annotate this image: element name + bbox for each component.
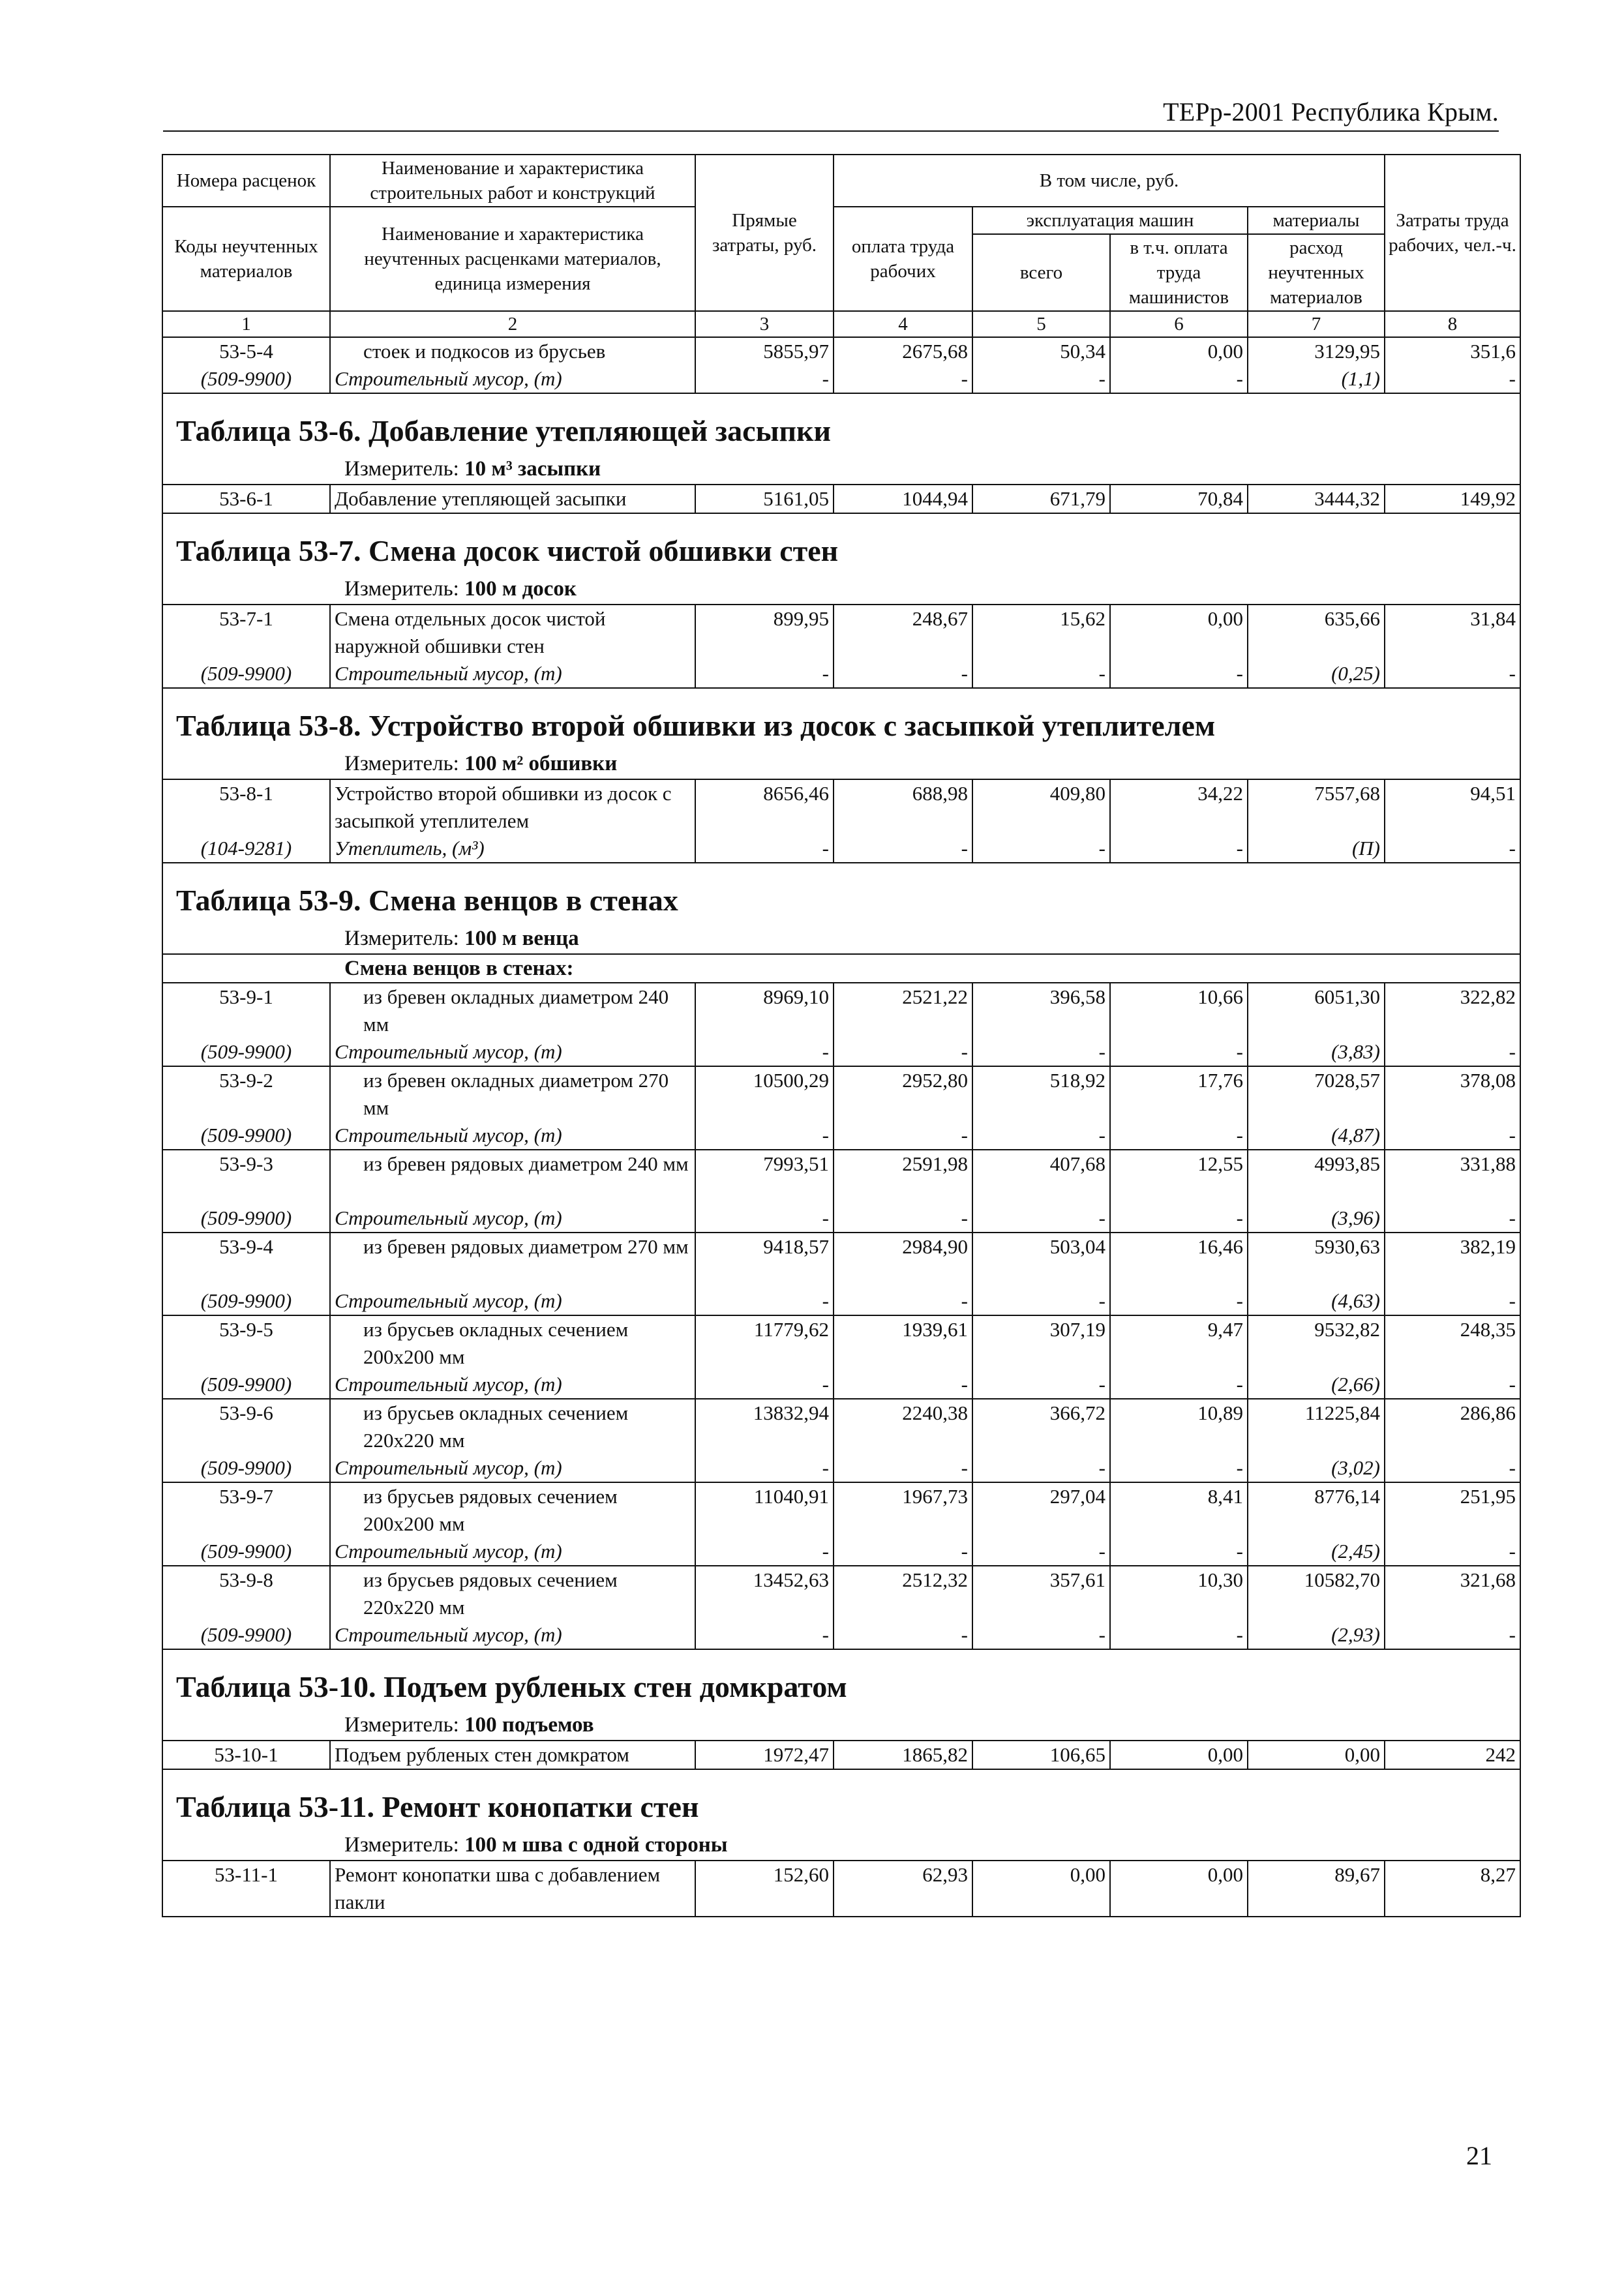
subheader-label: Смена венцов в стенах: xyxy=(162,954,1520,983)
machines-pay-value: 10,89 xyxy=(1110,1399,1248,1454)
dash-cell: - xyxy=(695,1538,834,1566)
machines-pay-value: 0,00 xyxy=(1110,337,1248,365)
material-name: Строительный мусор, (т) xyxy=(330,1204,695,1233)
table-title-row xyxy=(162,863,1520,923)
dash-cell: - xyxy=(834,1538,972,1566)
rate-row xyxy=(162,1315,1520,1371)
measure-row xyxy=(162,1710,1520,1741)
machines-total-value: 297,04 xyxy=(972,1482,1110,1538)
dash-cell: - xyxy=(834,1287,972,1315)
table-title-row xyxy=(162,1769,1520,1830)
machines-pay-value: 16,46 xyxy=(1110,1233,1248,1287)
rate-row xyxy=(162,1150,1520,1204)
direct-costs-value: 11779,62 xyxy=(695,1315,834,1371)
machines-total-value: 518,92 xyxy=(972,1066,1110,1122)
rate-name: из брусьев окладных сечением 220х220 мм xyxy=(330,1399,695,1454)
dash-cell: - xyxy=(1110,1454,1248,1482)
material-name: Строительный мусор, (т) xyxy=(330,1454,695,1482)
material-name: Строительный мусор, (т) xyxy=(330,1621,695,1649)
measure-label: Измеритель: xyxy=(344,1833,459,1857)
col-number: 8 xyxy=(1385,311,1520,337)
material-row xyxy=(162,365,1520,393)
col-number: 5 xyxy=(972,311,1110,337)
dash-cell: - xyxy=(1385,660,1520,688)
col-machines-header: эксплуатация машин xyxy=(972,207,1248,234)
material-code: (509-9900) xyxy=(162,1122,330,1150)
labor-hours-value: 149,92 xyxy=(1385,485,1520,513)
labor-hours-value: 378,08 xyxy=(1385,1066,1520,1122)
material-code: (509-9900) xyxy=(162,1538,330,1566)
dash-cell: - xyxy=(1110,1122,1248,1150)
rate-code: 53-9-7 xyxy=(162,1482,330,1538)
material-code: (509-9900) xyxy=(162,365,330,393)
direct-costs-value: 9418,57 xyxy=(695,1233,834,1287)
measure-row xyxy=(162,1830,1520,1861)
dash-cell: - xyxy=(695,1122,834,1150)
material-name: Строительный мусор, (т) xyxy=(330,1538,695,1566)
machines-pay-value: 9,47 xyxy=(1110,1315,1248,1371)
direct-costs-value: 1972,47 xyxy=(695,1741,834,1769)
table-title: Таблица 53-10. Подъем рубленых стен домкратом xyxy=(162,1649,1520,1710)
measure-value: 100 подъемов xyxy=(464,1713,594,1737)
dash-cell: - xyxy=(1110,1621,1248,1649)
dash-cell: - xyxy=(972,660,1110,688)
measure-cell xyxy=(162,574,1520,605)
rate-row xyxy=(162,983,1520,1038)
materials-cost-value: 3129,95 xyxy=(1248,337,1385,365)
measure-row xyxy=(162,454,1520,485)
dash-cell: - xyxy=(1110,660,1248,688)
machines-total-value: 15,62 xyxy=(972,605,1110,660)
direct-costs-value: 5161,05 xyxy=(695,485,834,513)
dash-cell: - xyxy=(1110,365,1248,393)
materials-cost-value: 11225,84 xyxy=(1248,1399,1385,1454)
rate-row xyxy=(162,1066,1520,1122)
dash-cell: - xyxy=(1110,835,1248,863)
direct-costs-value: 152,60 xyxy=(695,1861,834,1917)
material-row xyxy=(162,835,1520,863)
machines-pay-value: 0,00 xyxy=(1110,1861,1248,1917)
col-number: 6 xyxy=(1110,311,1248,337)
rates-sheet xyxy=(162,154,1520,1917)
dash-cell: - xyxy=(972,1371,1110,1399)
col-number: 1 xyxy=(162,311,330,337)
rate-code: 53-9-2 xyxy=(162,1066,330,1122)
dash-cell: - xyxy=(834,365,972,393)
col-materials-header: материалы xyxy=(1248,207,1385,234)
rate-code: 53-9-6 xyxy=(162,1399,330,1454)
measure-cell xyxy=(162,923,1520,954)
material-amount: (2,93) xyxy=(1248,1621,1385,1649)
material-row xyxy=(162,660,1520,688)
measure-label: Измеритель: xyxy=(344,927,459,950)
dash-cell: - xyxy=(1385,1122,1520,1150)
dash-cell: - xyxy=(695,1621,834,1649)
materials-cost-value: 0,00 xyxy=(1248,1741,1385,1769)
labor-pay-value: 248,67 xyxy=(834,605,972,660)
material-row xyxy=(162,1038,1520,1066)
col-number: 4 xyxy=(834,311,972,337)
labor-hours-value: 251,95 xyxy=(1385,1482,1520,1538)
materials-cost-value: 6051,30 xyxy=(1248,983,1385,1038)
direct-costs-value: 8969,10 xyxy=(695,983,834,1038)
material-row xyxy=(162,1287,1520,1315)
material-amount: (4,63) xyxy=(1248,1287,1385,1315)
dash-cell: - xyxy=(695,1038,834,1066)
machines-pay-value: 34,22 xyxy=(1110,779,1248,835)
machines-pay-value: 10,30 xyxy=(1110,1566,1248,1621)
direct-costs-value: 13832,94 xyxy=(695,1399,834,1454)
labor-pay-value: 2591,98 xyxy=(834,1150,972,1204)
rate-name: Подъем рубленых стен домкратом xyxy=(330,1741,695,1769)
rate-row xyxy=(162,605,1520,660)
dash-cell: - xyxy=(972,1538,1110,1566)
dash-cell: - xyxy=(834,1038,972,1066)
measure-label: Измеритель: xyxy=(344,1713,459,1737)
labor-pay-value: 2240,38 xyxy=(834,1399,972,1454)
material-amount: (2,45) xyxy=(1248,1538,1385,1566)
labor-hours-value: 94,51 xyxy=(1385,779,1520,835)
dash-cell: - xyxy=(1110,1287,1248,1315)
materials-cost-value: 3444,32 xyxy=(1248,485,1385,513)
dash-cell: - xyxy=(695,1287,834,1315)
col-materials-sub-header: расход неучтенных материалов xyxy=(1248,234,1385,311)
direct-costs-value: 7993,51 xyxy=(695,1150,834,1204)
measure-row xyxy=(162,749,1520,779)
materials-cost-value: 8776,14 xyxy=(1248,1482,1385,1538)
labor-pay-value: 1865,82 xyxy=(834,1741,972,1769)
material-amount: (3,83) xyxy=(1248,1038,1385,1066)
rate-row xyxy=(162,779,1520,835)
labor-hours-value: 331,88 xyxy=(1385,1150,1520,1204)
rate-code: 53-9-3 xyxy=(162,1150,330,1204)
machines-total-value: 671,79 xyxy=(972,485,1110,513)
machines-total-value: 50,34 xyxy=(972,337,1110,365)
direct-costs-value: 13452,63 xyxy=(695,1566,834,1621)
col-material-name-header: Наименование и характеристика неучтенных расценками материалов, единица измерения xyxy=(330,207,695,311)
col-number: 2 xyxy=(330,311,695,337)
machines-total-value: 407,68 xyxy=(972,1150,1110,1204)
dash-cell: - xyxy=(1385,1454,1520,1482)
rate-row xyxy=(162,485,1520,513)
rate-row xyxy=(162,1566,1520,1621)
dash-cell: - xyxy=(972,1204,1110,1233)
material-amount: (0,25) xyxy=(1248,660,1385,688)
direct-costs-value: 5855,97 xyxy=(695,337,834,365)
material-code: (509-9900) xyxy=(162,1454,330,1482)
dash-cell: - xyxy=(972,1454,1110,1482)
col-material-codes-header: Коды неучтенных материалов xyxy=(162,207,330,311)
col-labor-costs-header: Затраты труда рабочих, чел.-ч. xyxy=(1385,155,1520,311)
material-code: (509-9900) xyxy=(162,1038,330,1066)
direct-costs-value: 899,95 xyxy=(695,605,834,660)
dash-cell: - xyxy=(834,1621,972,1649)
materials-cost-value: 5930,63 xyxy=(1248,1233,1385,1287)
labor-pay-value: 1967,73 xyxy=(834,1482,972,1538)
material-code: (104-9281) xyxy=(162,835,330,863)
dash-cell: - xyxy=(972,1287,1110,1315)
col-number: 7 xyxy=(1248,311,1385,337)
machines-total-value: 396,58 xyxy=(972,983,1110,1038)
col-including-header: В том числе, руб. xyxy=(834,155,1385,207)
labor-hours-value: 248,35 xyxy=(1385,1315,1520,1371)
dash-cell: - xyxy=(1110,1038,1248,1066)
dash-cell: - xyxy=(834,835,972,863)
labor-pay-value: 2952,80 xyxy=(834,1066,972,1122)
materials-cost-value: 7557,68 xyxy=(1248,779,1385,835)
materials-cost-value: 89,67 xyxy=(1248,1861,1385,1917)
material-row xyxy=(162,1621,1520,1649)
direct-costs-value: 8656,46 xyxy=(695,779,834,835)
header-row-1 xyxy=(162,155,1520,207)
labor-pay-value: 2675,68 xyxy=(834,337,972,365)
rate-code: 53-9-1 xyxy=(162,983,330,1038)
table-title-row xyxy=(162,513,1520,574)
material-row xyxy=(162,1371,1520,1399)
rate-row xyxy=(162,1482,1520,1538)
labor-pay-value: 1044,94 xyxy=(834,485,972,513)
material-row xyxy=(162,1454,1520,1482)
material-code: (509-9900) xyxy=(162,1621,330,1649)
rate-row xyxy=(162,1399,1520,1454)
dash-cell: - xyxy=(972,1122,1110,1150)
rate-row xyxy=(162,1861,1520,1917)
col-work-name-header: Наименование и характеристика строительных работ и конструкций xyxy=(330,155,695,207)
dash-cell: - xyxy=(834,1122,972,1150)
material-name: Строительный мусор, (т) xyxy=(330,1038,695,1066)
dash-cell: - xyxy=(695,1454,834,1482)
materials-cost-value: 10582,70 xyxy=(1248,1566,1385,1621)
labor-hours-value: 8,27 xyxy=(1385,1861,1520,1917)
col-machines-pay-header: в т.ч. оплата труда машинистов xyxy=(1110,234,1248,311)
machines-pay-value: 12,55 xyxy=(1110,1150,1248,1204)
material-code: (509-9900) xyxy=(162,660,330,688)
machines-pay-value: 17,76 xyxy=(1110,1066,1248,1122)
material-amount: (П) xyxy=(1248,835,1385,863)
machines-pay-value: 0,00 xyxy=(1110,605,1248,660)
dash-cell: - xyxy=(1110,1371,1248,1399)
rates-table xyxy=(162,154,1521,1917)
rate-code: 53-8-1 xyxy=(162,779,330,835)
labor-hours-value: 382,19 xyxy=(1385,1233,1520,1287)
dash-cell: - xyxy=(695,1371,834,1399)
measure-value: 100 м шва с одной стороны xyxy=(464,1833,728,1857)
labor-pay-value: 2512,32 xyxy=(834,1566,972,1621)
labor-hours-value: 31,84 xyxy=(1385,605,1520,660)
labor-hours-value: 322,82 xyxy=(1385,983,1520,1038)
material-code: (509-9900) xyxy=(162,1287,330,1315)
measure-cell xyxy=(162,454,1520,485)
dash-cell: - xyxy=(695,365,834,393)
col-number: 3 xyxy=(695,311,834,337)
material-amount: (1,1) xyxy=(1248,365,1385,393)
dash-cell: - xyxy=(972,1621,1110,1649)
material-name: Строительный мусор, (т) xyxy=(330,365,695,393)
labor-hours-value: 321,68 xyxy=(1385,1566,1520,1621)
material-amount: (3,96) xyxy=(1248,1204,1385,1233)
material-row xyxy=(162,1204,1520,1233)
rate-code: 53-9-4 xyxy=(162,1233,330,1287)
dash-cell: - xyxy=(695,660,834,688)
machines-pay-value: 0,00 xyxy=(1110,1741,1248,1769)
table-title-row xyxy=(162,688,1520,749)
measure-value: 100 м венца xyxy=(464,927,579,950)
header-row-2 xyxy=(162,207,1520,234)
labor-hours-value: 286,86 xyxy=(1385,1399,1520,1454)
rate-row xyxy=(162,1741,1520,1769)
column-numbers-row xyxy=(162,311,1520,337)
measure-label: Измеритель: xyxy=(344,577,459,601)
rate-code: 53-9-8 xyxy=(162,1566,330,1621)
dash-cell: - xyxy=(834,660,972,688)
machines-total-value: 0,00 xyxy=(972,1861,1110,1917)
rate-row xyxy=(162,1233,1520,1287)
col-rate-numbers-header: Номера расценок xyxy=(162,155,330,207)
machines-total-value: 357,61 xyxy=(972,1566,1110,1621)
dash-cell: - xyxy=(1385,1038,1520,1066)
labor-pay-value: 688,98 xyxy=(834,779,972,835)
table-title: Таблица 53-8. Устройство второй обшивки из досок с засыпкой утеплителем xyxy=(162,688,1520,749)
direct-costs-value: 11040,91 xyxy=(695,1482,834,1538)
material-name: Строительный мусор, (т) xyxy=(330,1122,695,1150)
measure-row xyxy=(162,923,1520,954)
machines-total-value: 503,04 xyxy=(972,1233,1110,1287)
rate-code: 53-6-1 xyxy=(162,485,330,513)
material-amount: (4,87) xyxy=(1248,1122,1385,1150)
table-title: Таблица 53-6. Добавление утепляющей засыпки xyxy=(162,393,1520,454)
material-name: Строительный мусор, (т) xyxy=(330,1371,695,1399)
measure-cell xyxy=(162,749,1520,779)
material-name: Строительный мусор, (т) xyxy=(330,660,695,688)
header-rule xyxy=(163,130,1499,132)
machines-total-value: 307,19 xyxy=(972,1315,1110,1371)
dash-cell: - xyxy=(1385,1287,1520,1315)
rate-name: из бревен рядовых диаметром 270 мм xyxy=(330,1233,695,1287)
machines-pay-value: 10,66 xyxy=(1110,983,1248,1038)
measure-value: 100 м досок xyxy=(464,577,577,601)
rate-name: из брусьев окладных сечением 200х200 мм xyxy=(330,1315,695,1371)
measure-label: Измеритель: xyxy=(344,457,459,481)
dash-cell: - xyxy=(1385,365,1520,393)
measure-label: Измеритель: xyxy=(344,752,459,775)
rate-row xyxy=(162,337,1520,365)
col-direct-costs-header: Прямые затраты, руб. xyxy=(695,155,834,311)
rate-name: Смена отдельных досок чистой наружной обшивки стен xyxy=(330,605,695,660)
page-number: 21 xyxy=(1466,2141,1492,2170)
direct-costs-value: 10500,29 xyxy=(695,1066,834,1122)
labor-hours-value: 351,6 xyxy=(1385,337,1520,365)
labor-pay-value: 2984,90 xyxy=(834,1233,972,1287)
labor-pay-value: 2521,22 xyxy=(834,983,972,1038)
dash-cell: - xyxy=(1110,1204,1248,1233)
rate-name: из брусьев рядовых сечением 200х200 мм xyxy=(330,1482,695,1538)
material-amount: (3,02) xyxy=(1248,1454,1385,1482)
materials-cost-value: 7028,57 xyxy=(1248,1066,1385,1122)
machines-total-value: 106,65 xyxy=(972,1741,1110,1769)
material-code: (509-9900) xyxy=(162,1371,330,1399)
measure-value: 100 м² обшивки xyxy=(464,752,618,775)
machines-total-value: 409,80 xyxy=(972,779,1110,835)
dash-cell: - xyxy=(1110,1538,1248,1566)
labor-hours-value: 242 xyxy=(1385,1741,1520,1769)
rate-name: из бревен окладных диаметром 240 мм xyxy=(330,983,695,1038)
subheader-row xyxy=(162,954,1520,983)
material-amount: (2,66) xyxy=(1248,1371,1385,1399)
page-header-title: ТЕРр-2001 Республика Крым. xyxy=(1163,97,1499,127)
dash-cell: - xyxy=(834,1204,972,1233)
rate-name: из бревен окладных диаметром 270 мм xyxy=(330,1066,695,1122)
dash-cell: - xyxy=(1385,835,1520,863)
labor-pay-value: 1939,61 xyxy=(834,1315,972,1371)
col-labor-pay-header: оплата труда рабочих xyxy=(834,207,972,311)
dash-cell: - xyxy=(695,1204,834,1233)
material-row xyxy=(162,1122,1520,1150)
labor-pay-value: 62,93 xyxy=(834,1861,972,1917)
dash-cell: - xyxy=(1385,1204,1520,1233)
machines-pay-value: 70,84 xyxy=(1110,485,1248,513)
dash-cell: - xyxy=(972,835,1110,863)
machines-total-value: 366,72 xyxy=(972,1399,1110,1454)
rate-name: стоек и подкосов из брусьев xyxy=(330,337,695,365)
col-machines-total-header: всего xyxy=(972,234,1110,311)
table-title-row xyxy=(162,1649,1520,1710)
rate-code: 53-11-1 xyxy=(162,1861,330,1917)
dash-cell: - xyxy=(1385,1538,1520,1566)
measure-value: 10 м³ засыпки xyxy=(464,457,601,481)
rate-name: Устройство второй обшивки из досок с засыпкой утеплителем xyxy=(330,779,695,835)
dash-cell: - xyxy=(834,1454,972,1482)
machines-pay-value: 8,41 xyxy=(1110,1482,1248,1538)
rate-code: 53-10-1 xyxy=(162,1741,330,1769)
rate-name: Ремонт конопатки шва с добавлением пакли xyxy=(330,1861,695,1917)
dash-cell: - xyxy=(695,835,834,863)
materials-cost-value: 635,66 xyxy=(1248,605,1385,660)
material-name: Утеплитель, (м³) xyxy=(330,835,695,863)
measure-cell xyxy=(162,1710,1520,1741)
rate-code: 53-9-5 xyxy=(162,1315,330,1371)
material-code: (509-9900) xyxy=(162,1204,330,1233)
measure-row xyxy=(162,574,1520,605)
rate-name: из брусьев рядовых сечением 220х220 мм xyxy=(330,1566,695,1621)
rate-name: Добавление утепляющей засыпки xyxy=(330,485,695,513)
table-body xyxy=(162,155,1520,1917)
rate-code: 53-5-4 xyxy=(162,337,330,365)
rate-name: из бревен рядовых диаметром 240 мм xyxy=(330,1150,695,1204)
dash-cell: - xyxy=(1385,1371,1520,1399)
materials-cost-value: 9532,82 xyxy=(1248,1315,1385,1371)
table-title: Таблица 53-11. Ремонт конопатки стен xyxy=(162,1769,1520,1830)
measure-cell xyxy=(162,1830,1520,1861)
rate-code: 53-7-1 xyxy=(162,605,330,660)
dash-cell: - xyxy=(1385,1621,1520,1649)
table-title-row xyxy=(162,393,1520,454)
material-name: Строительный мусор, (т) xyxy=(330,1287,695,1315)
dash-cell: - xyxy=(834,1371,972,1399)
table-title: Таблица 53-9. Смена венцов в стенах xyxy=(162,863,1520,923)
table-title: Таблица 53-7. Смена досок чистой обшивки стен xyxy=(162,513,1520,574)
materials-cost-value: 4993,85 xyxy=(1248,1150,1385,1204)
dash-cell: - xyxy=(972,365,1110,393)
material-row xyxy=(162,1538,1520,1566)
dash-cell: - xyxy=(972,1038,1110,1066)
